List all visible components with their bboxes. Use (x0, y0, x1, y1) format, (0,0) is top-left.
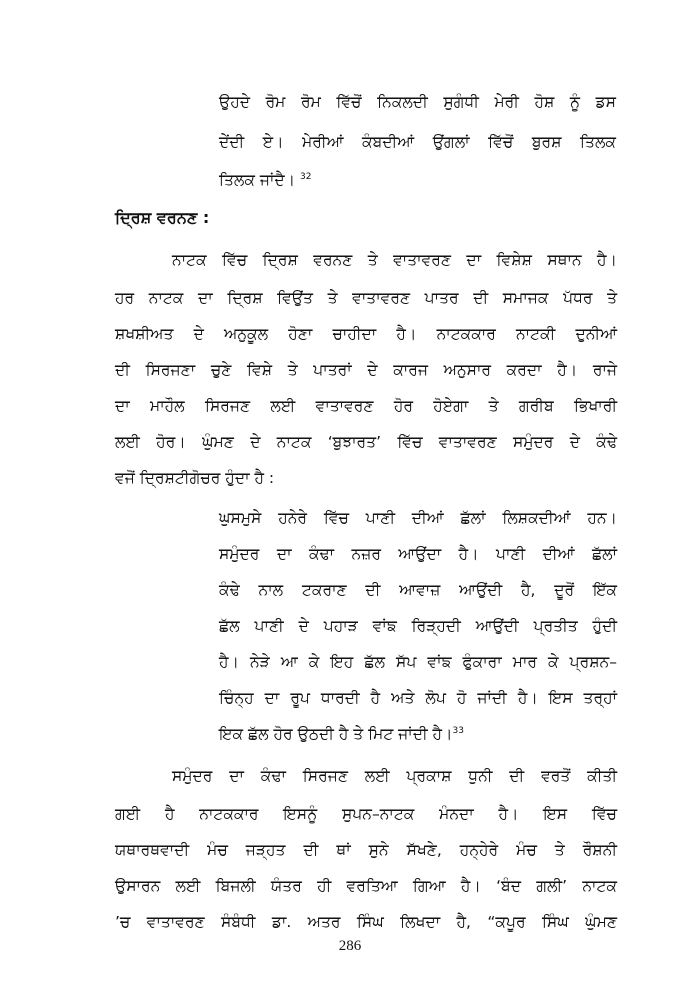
paragraph-1-line-3: ਸ਼ਖਸ਼ੀਅਤ ਦੇ ਅਨੁਕੂਲ ਹੋਣਾ ਚਾਹੀਦਾ ਹੈ। ਨਾਟਕਕਾਰ ਨਾਟਕੀ ਦੁਨੀਆਂ (115, 325, 617, 343)
paragraph-1-line-2: ਹਰ ਨਾਟਕ ਦਾ ਦ੍ਰਿਸ਼ ਵਿਉਂਤ ਤੇ ਵਾਤਾਵਰਣ ਪਾਤਰ ਦੀ ਸਮਾਜਕ ਪੱਧਰ ਤੇ (115, 289, 617, 307)
quote-2-line-7 (219, 724, 464, 744)
paragraph-2-line-1: ਸਮੁੰਦਰ ਦਾ ਕੰਢਾ ਸਿਰਜਣ ਲਈ ਪ੍ਰਕਾਸ਼ ਧੁਨੀ ਦੀ ਵਰਤੋਂ ਕੀਤੀ (172, 767, 617, 785)
quote-2-line-3: ਕੰਢੇ ਨਾਲ ਟਕਰਾਣ ਦੀ ਆਵਾਜ਼ ਆਉਂਦੀ ਹੈ, ਦੂਰੋਂ ਇੱਕ (219, 581, 617, 599)
paragraph-1-line-6: ਲਈ ਹੋਰ। ਘੁੰਮਣ ਦੇ ਨਾਟਕ ‘ਬੁਝਾਰਤ’ ਵਿੱਚ ਵਾਤਾਵਰਣ ਸਮੁੰਦਰ ਦੇ ਕੰਢੇ (115, 433, 617, 451)
page-number: 286 (338, 938, 362, 954)
paragraph-1-line-1: ਨਾਟਕ ਵਿੱਚ ਦ੍ਰਿਸ਼ ਵਰਨਣ ਤੇ ਵਾਤਾਵਰਣ ਦਾ ਵਿਸ਼ੇਸ਼ ਸਥਾਨ ਹੈ। (172, 251, 617, 269)
paragraph-2-line-2: ਗਈ ਹੈ ਨਾਟਕਕਾਰ ਇਸਨੂੰ ਸੁਪਨ–ਨਾਟਕ ਮੰਨਦਾ ਹੈ। ਇਸ ਵਿੱਚ (115, 805, 617, 823)
section-heading: ਦ੍ਰਿਸ਼ ਵਰਨਣ : (115, 208, 210, 227)
quote-2-line-6: ਚਿੰਨ੍ਹ ਦਾ ਰੂਪ ਧਾਰਦੀ ਹੈ ਅਤੇ ਲੋਪ ਹੋ ਜਾਂਦੀ ਹੈ। ਇਸ ਤਰ੍ਹਾਂ (219, 689, 617, 707)
paragraph-2-line-5: ’ਚ ਵਾਤਾਵਰਣ ਸੰਬੰਧੀ ਡਾ. ਅਤਰ ਸਿੰਘ ਲਿਖਦਾ ਹੈ, “ਕਪੂਰ ਸਿੰਘ ਘੁੰਮਣ (115, 913, 617, 931)
paragraph-1-line-5: ਦਾ ਮਾਹੌਲ ਸਿਰਜਣ ਲਈ ਵਾਤਾਵਰਣ ਹੋਰ ਹੋਏਗਾ ਤੇ ਗਰੀਬ ਭਿਖਾਰੀ (115, 397, 617, 415)
quote-1-line-3 (219, 170, 312, 190)
quote-1-line-3-text: ਤਿਲਕ ਜਾਂਦੈ। (219, 171, 296, 189)
quote-1-line-1: ਉਹਦੇ ਰੋਮ ਰੋਮ ਵਿੱਚੋਂ ਨਿਕਲਦੀ ਸੁਗੰਧੀ ਮੇਰੀ ਹੋਸ਼ ਨੂੰ ਡਸ (219, 93, 616, 111)
quote-2-line-4: ਛੱਲ ਪਾਣੀ ਦੇ ਪਹਾੜ ਵਾਂਙ ਰਿੜ੍ਹਦੀ ਆਉਂਦੀ ਪ੍ਰਤੀਤ ਹੁੰਦੀ (219, 617, 617, 635)
quote-1-line-2: ਦੇਂਦੀ ਏ। ਮੇਰੀਆਂ ਕੰਬਦੀਆਂ ਉਂਗਲਾਂ ਵਿੱਚੋਂ ਬੁਰਸ਼ ਤਿਲਕ (219, 133, 616, 151)
quote-2-line-7-text: ਇਕ ਛੱਲ ਹੋਰ ਉਠਦੀ ਹੈ ਤੇ ਮਿਟ ਜਾਂਦੀ ਹੈ। (219, 725, 453, 743)
footnote-marker-33: 33 (452, 725, 464, 736)
paragraph-2-line-4: ਉਸਾਰਨ ਲਈ ਬਿਜਲੀ ਯੰਤਰ ਹੀ ਵਰਤਿਆ ਗਿਆ ਹੈ। ‘ਬੰਦ ਗਲੀ’ ਨਾਟਕ (115, 877, 617, 895)
paragraph-1-line-4: ਦੀ ਸਿਰਜਣਾ ਚੁਣੇ ਵਿਸ਼ੇ ਤੇ ਪਾਤਰਾਂ ਦੇ ਕਾਰਜ ਅਨੁਸਾਰ ਕਰਦਾ ਹੈ। ਰਾਜੇ (115, 361, 617, 379)
footnote-marker-32: 32 (300, 171, 312, 182)
quote-2-line-2: ਸਮੁੰਦਰ ਦਾ ਕੰਢਾ ਨਜ਼ਰ ਆਉਂਦਾ ਹੈ। ਪਾਣੀ ਦੀਆਂ ਛੱਲਾਂ (219, 545, 617, 563)
paragraph-1-line-7: ਵਜੋਂ ਦ੍ਰਿਸ਼ਟੀਗੋਚਰ ਹੁੰਦਾ ਹੈ : (115, 469, 275, 487)
paragraph-2-line-3: ਯਥਾਰਥਵਾਦੀ ਮੰਚ ਜੜ੍ਹਤ ਦੀ ਥਾਂ ਸੁਨੇ ਸੱਖਣੇ, ਹਨ੍ਹੇਰੇ ਮੰਚ ਤੇ ਰੌਸ਼ਨੀ (115, 841, 617, 859)
quote-2-line-5: ਹੈ। ਨੇੜੇ ਆ ਕੇ ਇਹ ਛੱਲ ਸੱਪ ਵਾਂਙ ਫੁੰਕਾਰਾ ਮਾਰ ਕੇ ਪ੍ਰਸ਼ਨ– (219, 653, 617, 671)
quote-2-line-1: ਘੁਸਮੁਸੇ ਹਨੇਰੇ ਵਿੱਚ ਪਾਣੀ ਦੀਆਂ ਛੱਲਾਂ ਲਿਸ਼ਕਦੀਆਂ ਹਨ। (219, 509, 617, 527)
